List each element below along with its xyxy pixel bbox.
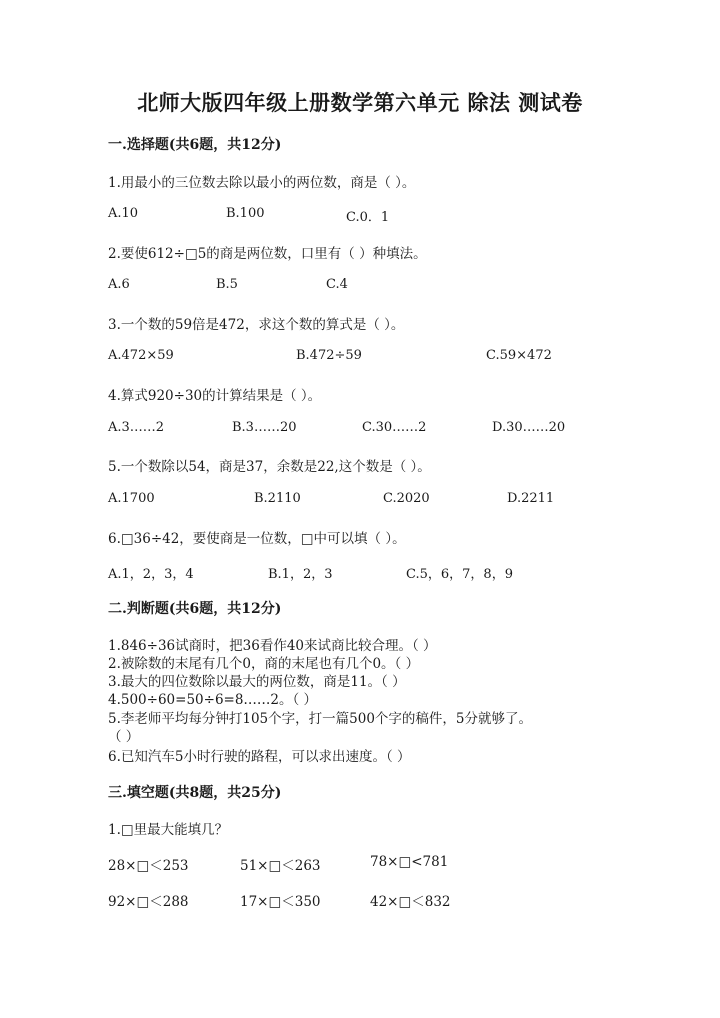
judgement-line: 2.被除数的末尾有几个0，商的末尾也有几个0。（ ） [108,656,420,672]
judgement-line: 6.已知汽车5小时行驶的路程，可以求出速度。（ ） [108,749,411,765]
option-c: C.4 [326,277,348,292]
section-header-choice: 一.选择题(共6题，共12分) [108,137,282,153]
expression: 28×□＜253 [108,858,189,874]
option-b: B.1，2，3 [268,567,333,582]
option-a: A.1，2，3，4 [108,567,194,582]
option-c: C.59×472 [486,348,552,363]
option-b: B.472÷59 [296,348,362,363]
judgement-line: 1.846÷36试商时，把36看作40来试商比较合理。（ ） [108,638,437,654]
option-c: C.5，6，7，8，9 [406,567,513,582]
question-text: 2.要使612÷□5的商是两位数，口里有（ ）种填法。 [108,246,427,262]
question-text: 5.一个数除以54，商是37，余数是22,这个数是（ ）。 [108,459,431,475]
question-text: 6.□36÷42，要使商是一位数，□中可以填（ ）。 [108,531,406,547]
option-b: B.2110 [254,491,301,506]
option-d: D.30……20 [492,420,566,435]
expression: 78×□<781 [370,854,449,870]
option-a: A.6 [108,277,130,292]
question-text: 1.□里最大能填几？ [108,822,229,838]
expression: 92×□＜288 [108,894,189,910]
question-text: 4.算式920÷30的计算结果是（ ）。 [108,388,322,404]
expression: 51×□＜263 [240,858,321,874]
option-b: B.100 [226,206,265,221]
section-header-fill: 三.填空题(共8题，共25分) [108,785,282,801]
judgement-line: 3.最大的四位数除以最大的两位数，商是11。（ ） [108,674,406,690]
option-d: D.2211 [507,491,555,506]
question-text: 3.一个数的59倍是472，求这个数的算式是（ ）。 [108,317,405,333]
option-b: B.5 [216,277,238,292]
page-title: 北师大版四年级上册数学第六单元 除法 测试卷 [137,90,583,115]
option-c: C.2020 [383,491,430,506]
option-b: B.3……20 [232,420,297,435]
judgement-line: 5.李老师平均每分钟打105个字，打一篇500个字的稿件，5分就够了。 [108,711,533,727]
option-c: C.0．1 [346,210,390,225]
option-c: C.30……2 [362,420,427,435]
option-a: A.472×59 [108,348,174,363]
option-a: A.3……2 [108,420,165,435]
section-header-judgement: 二.判断题(共6题，共12分) [108,601,282,617]
expression: 42×□＜832 [370,894,451,910]
judgement-line: 4.500÷60=50÷6=8……2。（ ） [108,692,318,708]
judgement-line: （ ） [108,729,140,745]
option-a: A.1700 [108,491,155,506]
option-a: A.10 [108,206,139,221]
question-text: 1.用最小的三位数去除以最小的两位数，商是（ ）。 [108,175,416,191]
expression: 17×□＜350 [240,894,321,910]
